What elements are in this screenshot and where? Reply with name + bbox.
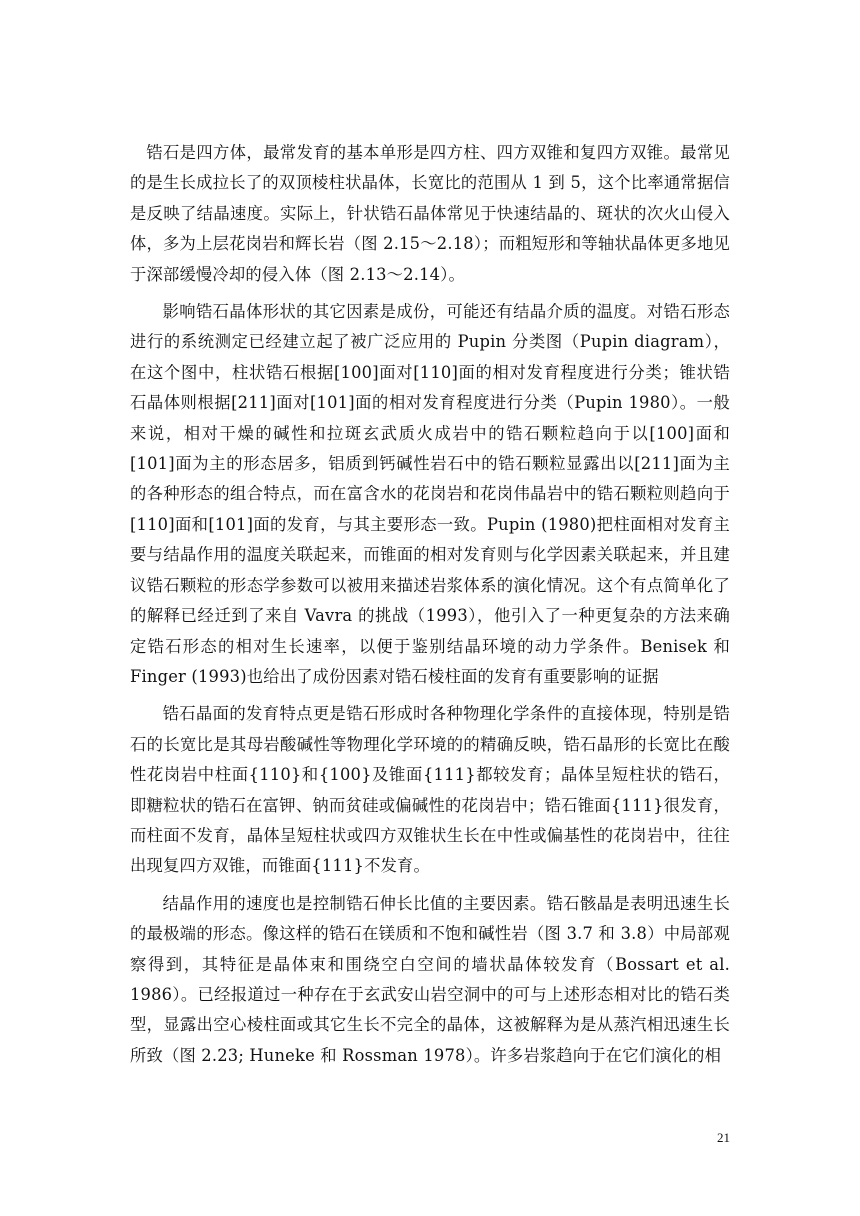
body-text — [130, 138, 730, 1078]
paragraph-pupin-classification: 影响锆石晶体形状的其它因素是成份，可能还有结晶介质的温度。对锆石形态进行的系统测定已经建立起了被广泛应用的 Pupin 分类图（Pupin diagram），在这个图中，柱状锆石根据[100]面对[110]面的相对发育程度进行分类；锥状锆石晶体则根据[211]面对[101]面的相对发育程度进行分类（Pupin 1980）。一般来说，相对干燥的碱性和拉斑玄武质火成岩中的锆石颗粒趋向于以[100]面和[101]面为主的形态居多，铝质到钙碱性岩石中的锆石颗粒显露出以[211]面为主的各种形态的组合特点，而在富含水的花岗岩和花岗伟晶岩中的锆石颗粒则趋向于[110]面和[101]面的发育，与其主要形态一致。Pupin (1980)把柱面相对发育主要与结晶作用的温度关联起来，而锥面的相对发育则与化学因素关联起来，并且建议锆石颗粒的形态学参数可以被用来描述岩浆体系的演化情况。这个有点简单化了的解释已经迁到了来自 Vavra 的挑战（1993），他引入了一种更复杂的方法来确定锆石形态的相对生长速率，以便于鉴别结晶环境的动力学条件。Benisek 和 Finger (1993)也给出了成份因素对锆石棱柱面的发育有重要影响的证据 — [130, 302, 730, 686]
paragraph-zircon-habit: 锆石是四方体，最常发育的基本单形是四方柱、四方双锥和复四方双锥。最常见的是生长成拉长了的双顶棱柱状晶体，长宽比的范围从 1 到 5，这个比率通常据信是反映了结晶速度。实际上，针状锆石晶体常见于快速结晶的、斑状的次火山侵入体，多为上层花岗岩和辉长岩（图 2.15～2.18）；而粗短形和等轴状晶体更多地见于深部缓慢冷却的侵入体（图 2.13～2.14）。 — [130, 143, 730, 284]
paragraph-crystal-face-development: 锆石晶面的发育特点更是锆石形成时各种物理化学条件的直接体现，特别是锆石的长宽比是其母岩酸碱性等物理化学环境的的精确反映，锆石晶形的长宽比在酸性花岗岩中柱面{110}和{100}及锥面{111}都较发育；晶体呈短柱状的锆石，即糖粒状的锆石在富钾、钠而贫硅或偏碱性的花岗岩中；锆石锥面{111}很发育，而柱面不发育，晶体呈短柱状或四方双锥状生长在中性或偏基性的花岗岩中，往往出现复四方双锥，而锥面{111}不发育。 — [130, 704, 730, 876]
page-number: 21 — [717, 1130, 730, 1145]
paragraph-crystallization-rate: 结晶作用的速度也是控制锆石伸长比值的主要因素。锆石骸晶是表明迅速生长的最极端的形态。像这样的锆石在镁质和不饱和碱性岩（图 3.7 和 3.8）中局部观察得到，其特征是晶体束和围绕空白空间的墙状晶体较发育（Bossart et al. 1986）。已经报道过一种存在于玄武安山岩空洞中的可与上述形态相对比的锆石类型，显露出空心棱柱面或其它生长不完全的晶体，这被解释为是从蒸汽相迅速生长所致（图 2.23; Huneke 和 Rossman 1978）。许多岩浆趋向于在它们演化的相 — [130, 893, 730, 1065]
